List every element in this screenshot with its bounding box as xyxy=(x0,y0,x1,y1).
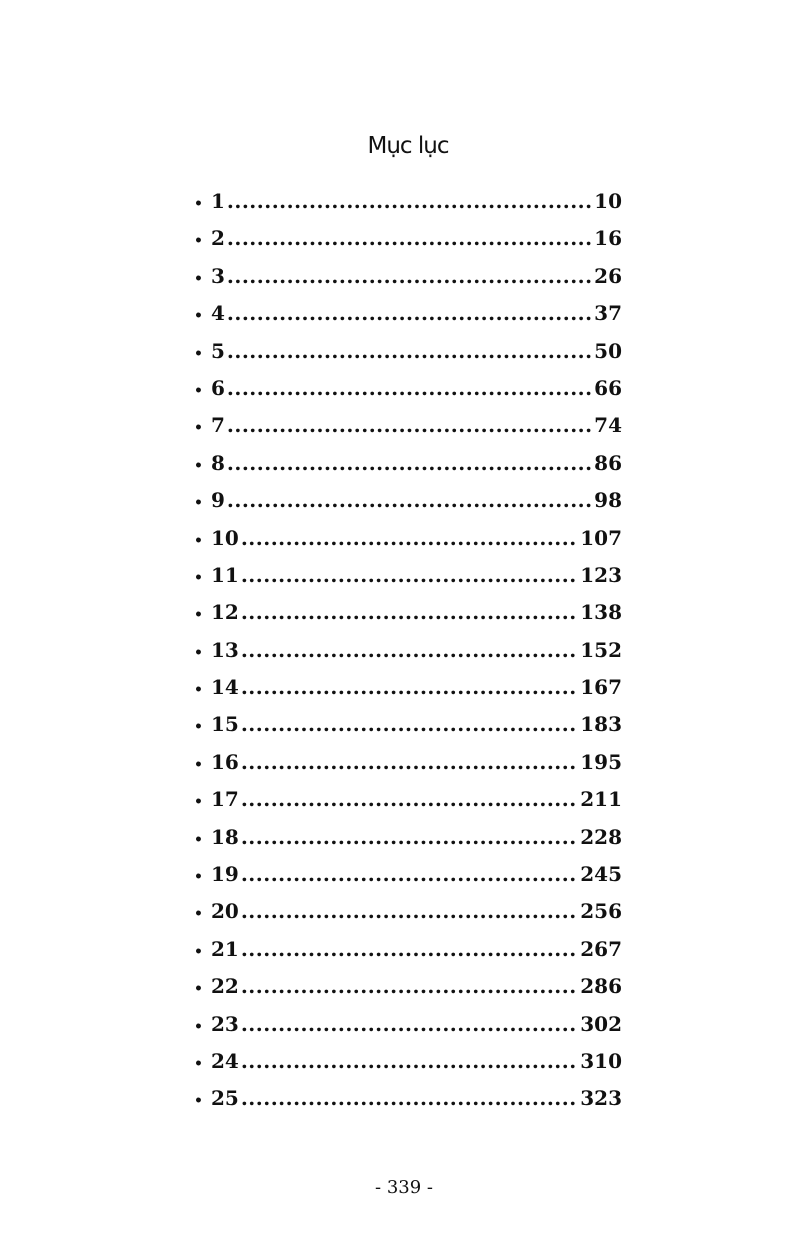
toc-entry-2[interactable] xyxy=(194,220,622,257)
page-reference: 152 xyxy=(580,637,622,662)
page-reference: 167 xyxy=(580,675,622,700)
chapter-number: 14 xyxy=(211,675,239,700)
page-reference: 98 xyxy=(594,488,622,513)
bullet-icon: • xyxy=(194,1093,203,1110)
leader-dots xyxy=(227,258,592,295)
chapter-number: 24 xyxy=(211,1048,239,1073)
leader-dots xyxy=(241,1006,578,1043)
toc-entry-25[interactable] xyxy=(194,1080,622,1117)
leader-dots xyxy=(241,856,578,893)
page-reference: 107 xyxy=(580,525,622,550)
toc-entry-10[interactable] xyxy=(194,520,622,557)
toc-entry-9[interactable] xyxy=(194,482,622,519)
toc-entry-3[interactable] xyxy=(194,258,622,295)
toc-entry-8[interactable] xyxy=(194,445,622,482)
leader-dots xyxy=(227,220,592,257)
leader-dots xyxy=(241,557,578,594)
page-number: - 339 - xyxy=(375,1177,433,1198)
chapter-number: 12 xyxy=(211,600,239,625)
toc-entry-5[interactable] xyxy=(194,333,622,370)
bullet-icon: • xyxy=(194,1055,203,1072)
bullet-icon: • xyxy=(194,420,203,437)
chapter-number: 8 xyxy=(211,450,225,475)
page-reference: 228 xyxy=(580,824,622,849)
page-reference: 211 xyxy=(580,787,622,812)
chapter-number: 6 xyxy=(211,375,225,400)
leader-dots xyxy=(241,706,578,743)
page-reference: 86 xyxy=(594,450,622,475)
toc-entry-7[interactable] xyxy=(194,407,622,444)
bullet-icon: • xyxy=(194,457,203,474)
page-reference: 323 xyxy=(580,1086,622,1111)
bullet-icon: • xyxy=(194,532,203,549)
toc-entry-15[interactable] xyxy=(194,706,622,743)
leader-dots xyxy=(227,482,592,519)
leader-dots xyxy=(241,632,578,669)
chapter-number: 20 xyxy=(211,899,239,924)
chapter-number: 18 xyxy=(211,824,239,849)
toc-entry-17[interactable] xyxy=(194,781,622,818)
bullet-icon: • xyxy=(194,981,203,998)
bullet-icon: • xyxy=(194,794,203,811)
toc-entry-1[interactable] xyxy=(194,183,622,220)
toc-entry-18[interactable] xyxy=(194,819,622,856)
leader-dots xyxy=(227,183,592,220)
leader-dots xyxy=(227,370,592,407)
bullet-icon: • xyxy=(194,308,203,325)
bullet-icon: • xyxy=(194,607,203,624)
chapter-number: 21 xyxy=(211,936,239,961)
chapter-number: 19 xyxy=(211,862,239,887)
chapter-number: 9 xyxy=(211,488,225,513)
page-reference: 50 xyxy=(594,338,622,363)
leader-dots xyxy=(241,893,578,930)
bullet-icon: • xyxy=(194,906,203,923)
leader-dots xyxy=(241,1043,578,1080)
chapter-number: 2 xyxy=(211,226,225,251)
toc-entry-19[interactable] xyxy=(194,856,622,893)
toc-entry-11[interactable] xyxy=(194,557,622,594)
leader-dots xyxy=(241,968,578,1005)
page-reference: 138 xyxy=(580,600,622,625)
leader-dots xyxy=(241,931,578,968)
chapter-number: 10 xyxy=(211,525,239,550)
chapter-number: 17 xyxy=(211,787,239,812)
chapter-number: 13 xyxy=(211,637,239,662)
page-reference: 310 xyxy=(580,1048,622,1073)
page-reference: 26 xyxy=(594,263,622,288)
chapter-number: 22 xyxy=(211,974,239,999)
bullet-icon: • xyxy=(194,869,203,886)
toc-entry-6[interactable] xyxy=(194,370,622,407)
leader-dots xyxy=(241,520,578,557)
page-reference: 245 xyxy=(580,862,622,887)
chapter-number: 23 xyxy=(211,1011,239,1036)
page-reference: 37 xyxy=(594,301,622,326)
leader-dots xyxy=(241,1080,578,1117)
bullet-icon: • xyxy=(194,233,203,250)
chapter-number: 5 xyxy=(211,338,225,363)
chapter-number: 11 xyxy=(211,562,239,587)
toc-entry-12[interactable] xyxy=(194,594,622,631)
bullet-icon: • xyxy=(194,196,203,212)
chapter-number: 7 xyxy=(211,413,225,438)
leader-dots xyxy=(241,781,578,818)
toc-entry-16[interactable] xyxy=(194,744,622,781)
chapter-number: 15 xyxy=(211,712,239,737)
page-reference: 195 xyxy=(580,749,622,774)
toc-entry-20[interactable] xyxy=(194,893,622,930)
page-reference: 183 xyxy=(580,712,622,737)
bullet-icon: • xyxy=(194,1018,203,1035)
chapter-number: 3 xyxy=(211,263,225,288)
bullet-icon: • xyxy=(194,756,203,773)
bullet-icon: • xyxy=(194,943,203,960)
leader-dots xyxy=(227,295,592,332)
bullet-icon: • xyxy=(194,682,203,699)
page-reference: 74 xyxy=(594,413,622,438)
toc-entry-24[interactable] xyxy=(194,1043,622,1080)
leader-dots xyxy=(241,744,578,781)
toc-entry-13[interactable] xyxy=(194,632,622,669)
toc-entry-21[interactable] xyxy=(194,931,622,968)
leader-dots xyxy=(227,445,592,482)
table-of-contents xyxy=(194,183,622,1118)
bullet-icon: • xyxy=(194,382,203,399)
bullet-icon: • xyxy=(194,644,203,661)
page-reference: 10 xyxy=(594,189,622,213)
page-reference: 286 xyxy=(580,974,622,999)
page-reference: 123 xyxy=(580,562,622,587)
page-reference: 256 xyxy=(580,899,622,924)
page-reference: 16 xyxy=(594,226,622,251)
page-title: Mục lục xyxy=(367,133,449,160)
chapter-number: 1 xyxy=(211,189,225,213)
bullet-icon: • xyxy=(194,345,203,362)
toc-entry-14[interactable] xyxy=(194,669,622,706)
leader-dots xyxy=(241,669,578,706)
page-reference: 267 xyxy=(580,936,622,961)
bullet-icon: • xyxy=(194,495,203,512)
bullet-icon: • xyxy=(194,270,203,287)
toc-entry-22[interactable] xyxy=(194,968,622,1005)
leader-dots xyxy=(227,333,592,370)
bullet-icon: • xyxy=(194,831,203,848)
chapter-number: 25 xyxy=(211,1086,239,1111)
chapter-number: 16 xyxy=(211,749,239,774)
toc-entry-4[interactable] xyxy=(194,295,622,332)
bullet-icon: • xyxy=(194,569,203,586)
toc-entry-23[interactable] xyxy=(194,1006,622,1043)
page-reference: 66 xyxy=(594,375,622,400)
chapter-number: 4 xyxy=(211,301,225,326)
leader-dots xyxy=(241,819,578,856)
leader-dots xyxy=(241,594,578,631)
page-reference: 302 xyxy=(580,1011,622,1036)
leader-dots xyxy=(227,407,592,444)
bullet-icon: • xyxy=(194,719,203,736)
